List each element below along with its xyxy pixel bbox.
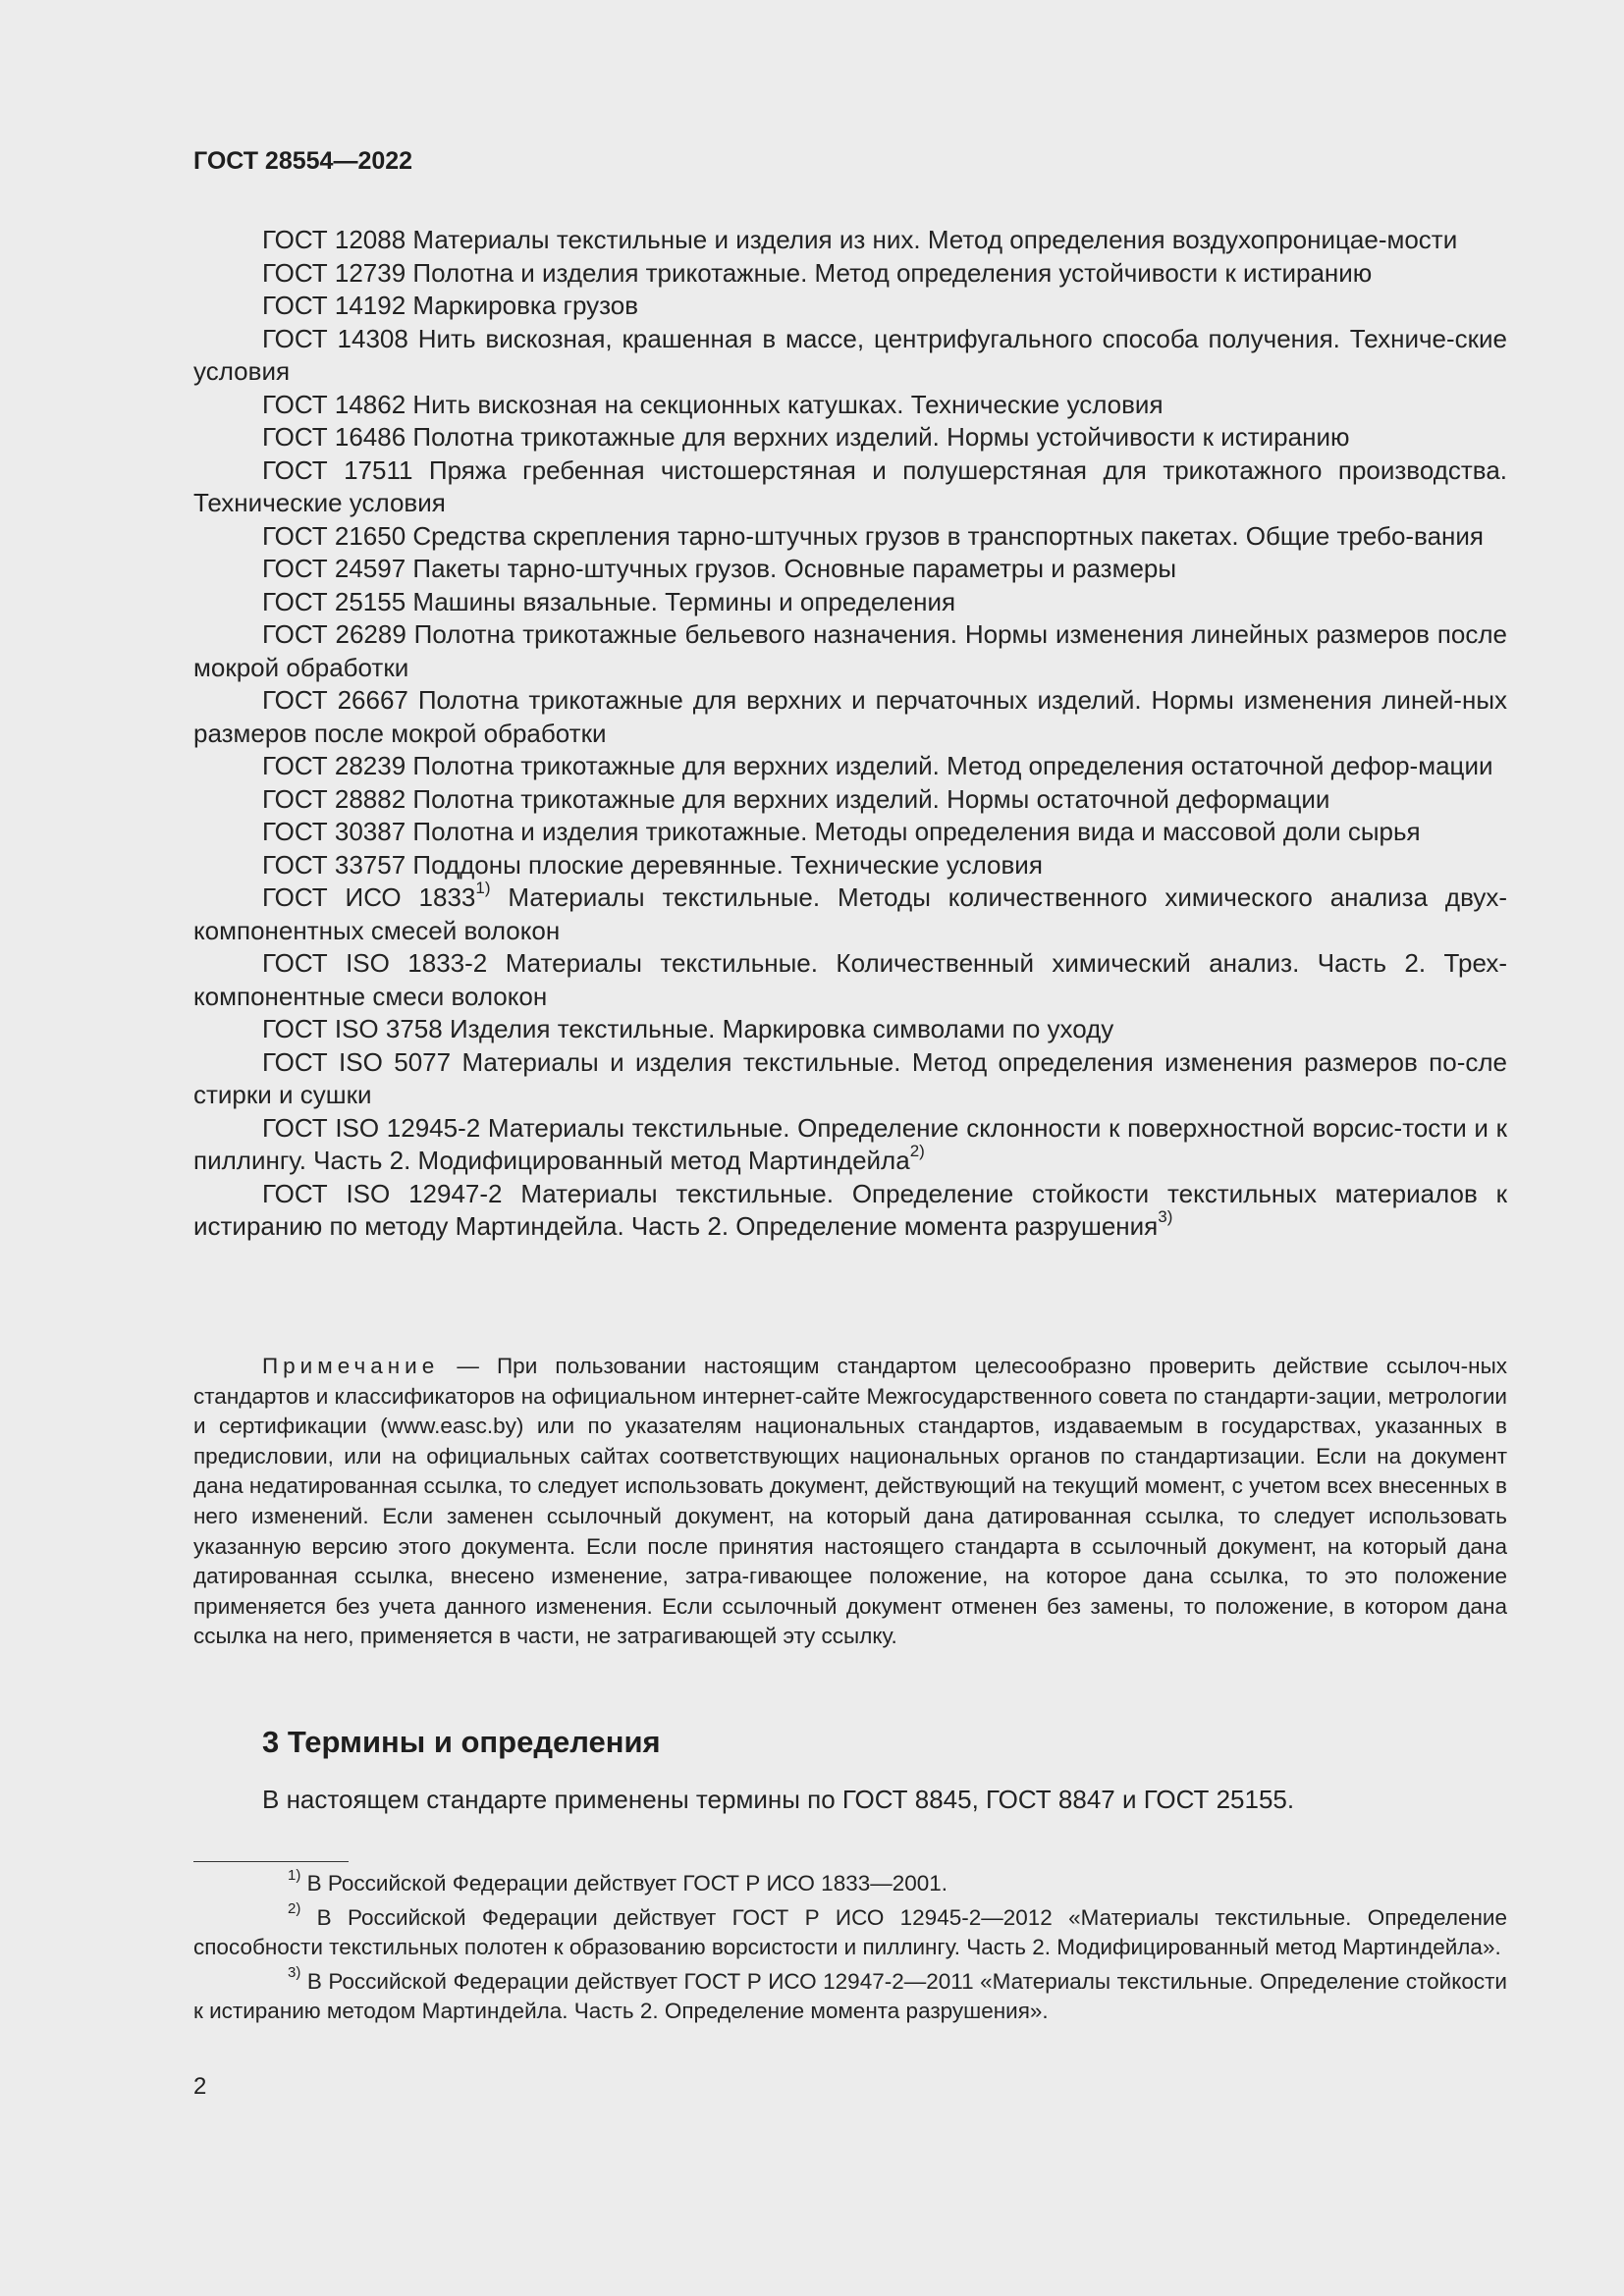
page-number: 2 bbox=[193, 2073, 207, 2100]
reference-text: ГОСТ 30387 Полотна и изделия трикотажные. Методы определения вида и массовой доли сырья bbox=[262, 817, 1421, 846]
reference-item bbox=[193, 290, 1507, 323]
reference-text: ГОСТ 28239 Полотна трикотажные для верхних изделий. Метод определения остаточной дефор-мации bbox=[262, 751, 1493, 780]
reference-text: ГОСТ 12088 Материалы текстильные и изделия из них. Метод определения воздухопроницае-мости bbox=[262, 225, 1458, 254]
section-title: 3 Термины и определения bbox=[262, 1725, 661, 1759]
reference-item bbox=[193, 520, 1507, 554]
footnote-item bbox=[193, 1866, 1507, 1899]
reference-item bbox=[193, 323, 1507, 389]
note-paragraph bbox=[193, 1352, 1507, 1652]
reference-text: ГОСТ 26289 Полотна трикотажные бельевого назначения. Нормы изменения линейных размеров после мокрой обработки bbox=[193, 619, 1507, 682]
note-label: Примечание bbox=[262, 1354, 440, 1378]
reference-item bbox=[193, 257, 1507, 291]
footnote-divider bbox=[193, 1861, 349, 1862]
reference-text: ГОСТ ИСО 1833 bbox=[262, 882, 476, 912]
reference-text: ГОСТ 28882 Полотна трикотажные для верхних изделий. Нормы остаточной деформации bbox=[262, 783, 1330, 814]
reference-text: ГОСТ ISO 5077 Материалы и изделия текстильные. Метод определения изменения размеров по-сле стирки и сушки bbox=[193, 1046, 1507, 1109]
reference-text: ГОСТ ISO 12945-2 Материалы текстильные. Определение склонности к поверхностной ворсис-тости и к пиллингу. Часть 2. Модифицированный метод Мартиндейла bbox=[193, 1112, 1507, 1175]
reference-text: ГОСТ 16486 Полотна трикотажные для верхних изделий. Нормы устойчивости к истиранию bbox=[262, 422, 1350, 452]
note-text: — При пользовании настоящим стандартом целесообразно проверить действие ссылоч-ных стандартов и классификаторов на официальном интернет-сайте Межгосударственного совета по стандарти-зации, метрологии и сертификации (www.easc.by) или по указателям национальных стандартов, издаваемым в государствах, указанных в предисловии, или на официальных сайтах соответствующих национальных органов по стандартизации. Если на документ дана недатированная ссылка, то следует использовать документ, действующий на текущий момент, с учетом всех внесенных в него изменений. Если заменен ссылочный документ, на который дана датированная ссылка, то следует использовать указанную версию этого документа. Если после принятия настоящего стандарта в ссылочный документ, на который дана датированная ссылка, внесено изменение, затра-гивающее положение, на которое дана ссылка, то это положение применяется без учета данного изменения. Если ссылочный документ отменен без замены, то положение, в котором дана ссылка на него, применяется в части, не затрагивающей эту ссылку. bbox=[193, 1354, 1507, 1649]
reference-text: ГОСТ 12739 Полотна и изделия трикотажные. Метод определения устойчивости к истиранию bbox=[262, 257, 1373, 288]
reference-text-tail: Материалы текстильные. Методы количественного химического анализа двух-компонентных смесей волокон bbox=[193, 882, 1507, 945]
reference-item bbox=[193, 224, 1507, 257]
section-text: В настоящем стандарте применены термины по ГОСТ 8845, ГОСТ 8847 и ГОСТ 25155. bbox=[262, 1785, 1295, 1814]
footnote-mark: 2) bbox=[288, 1900, 301, 1917]
footnote-mark: 1) bbox=[288, 1866, 301, 1884]
reference-item bbox=[193, 750, 1507, 783]
reference-text: ГОСТ 26667 Полотна трикотажные для верхних и перчаточных изделий. Нормы изменения линей-ных размеров после мокрой обработки bbox=[193, 685, 1507, 748]
reference-item bbox=[193, 684, 1507, 750]
page-header-doc-id: ГОСТ 28554—2022 bbox=[193, 147, 413, 175]
reference-item bbox=[193, 1013, 1507, 1046]
reference-item bbox=[193, 421, 1507, 454]
reference-item bbox=[193, 586, 1507, 619]
reference-item bbox=[193, 881, 1507, 947]
reference-text: ГОСТ ISO 1833-2 Материалы текстильные. Количественный химический анализ. Часть 2. Трех-компонентные смеси волокон bbox=[193, 948, 1507, 1011]
footnote-marker: 3) bbox=[1158, 1207, 1173, 1227]
reference-item bbox=[193, 454, 1507, 520]
reference-item bbox=[193, 816, 1507, 849]
reference-item bbox=[193, 1112, 1507, 1178]
reference-item bbox=[193, 849, 1507, 882]
reference-text: ГОСТ ISO 12947-2 Материалы текстильные. Определение стойкости текстильных материалов к истиранию по методу Мартиндейла. Часть 2. Определение момента разрушения bbox=[193, 1178, 1507, 1241]
reference-text: ГОСТ 17511 Пряжа гребенная чистошерстяная и полушерстяная для трикотажного производства. Технические условия bbox=[193, 454, 1507, 517]
reference-text: ГОСТ 33757 Поддоны плоские деревянные. Технические условия bbox=[262, 849, 1043, 880]
reference-text: ГОСТ ISO 3758 Изделия текстильные. Маркировка символами по уходу bbox=[262, 1014, 1114, 1043]
reference-text: ГОСТ 14192 Маркировка грузов bbox=[262, 291, 639, 320]
reference-item bbox=[193, 618, 1507, 684]
footnote-text: В Российской Федерации действует ГОСТ Р ИСО 1833—2001. bbox=[306, 1871, 948, 1896]
footnote-marker: 2) bbox=[909, 1142, 925, 1161]
footnote-item bbox=[193, 1900, 1507, 1963]
footnote-mark: 3) bbox=[288, 1964, 301, 1981]
reference-text: ГОСТ 14862 Нить вискозная на секционных катушках. Технические условия bbox=[262, 389, 1164, 419]
reference-item bbox=[193, 389, 1507, 422]
footnote-text: В Российской Федерации действует ГОСТ Р ИСО 12945-2—2012 «Материалы текстильные. Определение способности текстильных полотен к образованию ворсистости и пиллингу. Часть 2. Модифицированный метод Мартиндейла». bbox=[193, 1904, 1507, 1959]
reference-item bbox=[193, 1178, 1507, 1244]
reference-item bbox=[193, 783, 1507, 817]
reference-text: ГОСТ 21650 Средства скрепления тарно-штучных грузов в транспортных пакетах. Общие требо-вания bbox=[262, 520, 1485, 551]
footnote-text: В Российской Федерации действует ГОСТ Р ИСО 12947-2—2011 «Материалы текстильные. Определение стойкости к истиранию методом Мартиндейла. Часть 2. Определение момента разрушения». bbox=[193, 1968, 1507, 2023]
footnote-item bbox=[193, 1964, 1507, 2027]
footnotes-list bbox=[193, 1866, 1507, 2031]
reference-text: ГОСТ 25155 Машины вязальные. Термины и определения bbox=[262, 586, 956, 616]
reference-item bbox=[193, 947, 1507, 1013]
reference-text: ГОСТ 24597 Пакеты тарно-штучных грузов. Основные параметры и размеры bbox=[262, 554, 1177, 583]
footnote-marker: 1) bbox=[475, 879, 491, 898]
reference-item bbox=[193, 1046, 1507, 1112]
normative-references-list bbox=[193, 224, 1507, 1244]
reference-item bbox=[193, 553, 1507, 586]
reference-text: ГОСТ 14308 Нить вискозная, крашенная в массе, центрифугального способа получения. Техниче-ские условия bbox=[193, 323, 1507, 386]
